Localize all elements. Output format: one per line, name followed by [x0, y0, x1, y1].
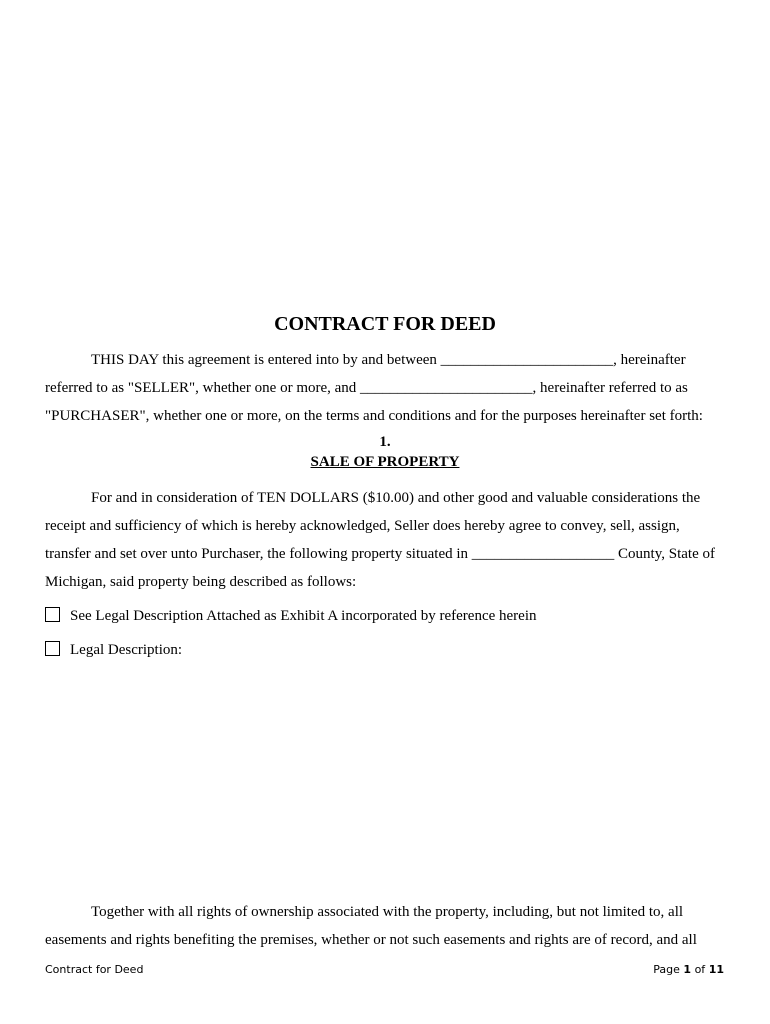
sale-line: transfer and set over unto Purchaser, the following property situated in ___________________ County, State of [45, 546, 715, 562]
option-label: Legal Description: [70, 642, 183, 658]
footer-page-number [653, 962, 724, 978]
document-title: CONTRACT FOR DEED [274, 313, 496, 335]
intro-paragraph [45, 346, 725, 430]
option-label: See Legal Description Attached as Exhibit A incorporated by reference herein [70, 608, 537, 624]
closing-line: easements and rights benefiting the premises, whether or not such easements and rights are of record, and all [45, 932, 697, 948]
page-total: 11 [708, 963, 724, 976]
intro-line: referred to as "SELLER", whether one or more, and _______________________, hereinafter referred to as [45, 380, 688, 396]
option-exhibit-a [45, 606, 537, 626]
sale-line: receipt and sufficiency of which is hereby acknowledged, Seller does hereby agree to convey, sell, assign, [45, 518, 680, 534]
section-heading: SALE OF PROPERTY [310, 454, 460, 470]
sale-paragraph [45, 484, 725, 596]
exhibit-a-checkbox[interactable] [45, 607, 60, 622]
closing-line: Together with all rights of ownership associated with the property, including, but not limited to, all [91, 904, 684, 920]
sale-line: Michigan, said property being described as follows: [45, 574, 357, 590]
closing-paragraph [45, 898, 725, 954]
sale-line: For and in consideration of TEN DOLLARS ($10.00) and other good and valuable considerations the [91, 490, 701, 506]
footer-document-name: Contract for Deed [45, 963, 144, 976]
intro-line: "PURCHASER", whether one or more, on the terms and conditions and for the purposes hereinafter set forth: [45, 408, 703, 424]
page-current: 1 [683, 963, 692, 976]
section-number: 1. [379, 434, 391, 450]
option-legal-description [45, 640, 182, 660]
of-word: of [694, 963, 706, 976]
page-word: Page [653, 963, 680, 976]
intro-line: THIS DAY this agreement is entered into by and between _______________________, hereinafter [91, 352, 686, 368]
legal-description-checkbox[interactable] [45, 641, 60, 656]
